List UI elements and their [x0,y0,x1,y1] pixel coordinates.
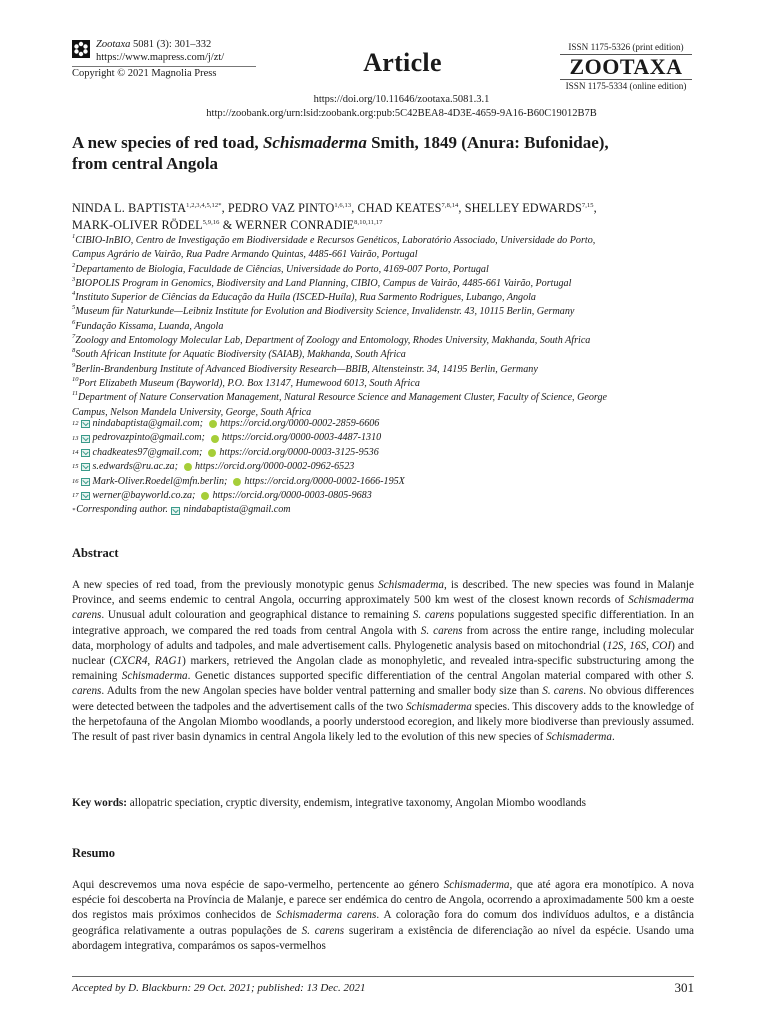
mail-icon [81,492,90,500]
affiliation: $^{10}$Port Elizabeth Museum (Bayworld), P.O. Box 13147, Humewood 6013, South Africa [72,375,420,389]
journal-issue: 5081 (3): 301–332 [133,39,212,50]
orcid-link[interactable]: https://orcid.org/0000-0003-3125-9536 [219,446,379,458]
italic-term: Schismaderma [405,700,472,713]
title-part: A new species of red toad, [72,133,263,152]
affiliation: Campus Agrário de Vairão, Rua Padre Armando Quintas, 4485-661 Vairão, Portugal [72,249,418,261]
author-list [72,200,702,234]
affiliation: $^1$CIBIO-InBIO, Centro de Investigação em Biodiversidade e Recursos Genéticos, Laboratório Associado, Universidade do Porto, [72,233,596,246]
orcid-link[interactable]: https://orcid.org/0000-0002-0962-6523 [194,461,355,473]
orcid-icon [211,435,219,443]
italic-term: S. carens [72,670,694,698]
mail-icon [171,507,180,515]
italic-term: 12S [606,639,624,652]
italic-term: S. carens [301,924,345,937]
orcid-icon [233,478,241,486]
orcid-icon [209,420,217,428]
divider [560,79,692,80]
affiliation: $^7$Zoology and Entomology Molecular Lab, Department of Zoology and Entomology, Rhodes University, Makhanda, South Africa [72,333,591,347]
author: CHAD KEATES$^{7,8,14}$, [357,201,465,215]
author-contacts [72,417,702,518]
title-genus: Schismaderma [262,133,367,152]
doi-line [0,93,767,107]
italic-term: COI [651,639,672,652]
contact-row: 16 Mark-Oliver.Roedel@mfn.berlin; https://orcid.org/0000-0002-1666-195X [72,475,702,489]
orcid-icon [184,463,192,471]
keywords-label: Key words: [72,797,127,809]
journal-name: Zootaxa [96,39,131,50]
italic-term: 16S [629,639,647,652]
author: SHELLEY EDWARDS$^{7,15}$, [464,201,597,215]
email-link[interactable]: s.edwards@ru.ac.za; [92,461,178,473]
zoobank-line [0,107,767,121]
author: WERNER CONRADIE$^{8,10,11,17}$ [235,218,383,232]
corresponding-author: * Corresponding author. nindabaptista@gmail.com [72,503,702,517]
affiliation: $^4$Instituto Superior de Ciências da Educação da Huíla (ISCED-Huíla), Rua Sarmento Rodrigues, Lubango, Angola [72,290,536,304]
keywords-text: allopatric speciation, cryptic diversity, endemism, integrative taxonomy, Angolan Miombo woodlands [127,797,587,809]
italic-term: S. carens [542,685,584,698]
italic-term: Schismaderma [378,579,444,591]
contact-row: 15 s.edwards@ru.ac.za; https://orcid.org/0000-0002-0962-6523 [72,460,702,474]
mail-icon [81,463,90,471]
abstract-heading: Abstract [72,546,119,560]
italic-term: Schismaderma [121,670,188,683]
orcid-icon [201,492,209,500]
email-link[interactable]: Mark-Oliver.Roedel@mfn.berlin; [92,475,228,487]
italic-term: S. carens [420,624,463,637]
abstract-body: A new species of red toad, from the previously monotypic genus Schismaderma, is described. The new species was found in Malanje Province, and seems endemic to central Angola, occurring approximately 500 km west of the closest known records of Schismaderma carens. Unusual adult colouration and geographical distance to remaining S. carens populations suggested specific differentiation. In an integrative approach, we compared the red toads from central Angola with S. carens from across the entire range, including molecular data, morphology of adults and tadpoles, and male advertisement calls. Phylogenetic analysis based on mitochondrial (12S, 16S, COI) and nuclear (CXCR4, RAG1) markers, retrieved the Angolan clade as monophyletic, and revealed intra-specific substructuring among the remaining Schismaderma. Genetic distances supported specific differentiation of the central Angolan material compared with other S. carens. Adults from the new Angolan species have bolder ventral patterning and smaller body size than S. carens. No obvious differences were detected between the tadpoles and the advertisement calls of the two Schismaderma species. This discovery adds to the knowledge of the herpetofauna of the Angolan Miombo woodlands, a poorly understood ecoregion, and likely more biodiverse than previously assumed. The result of past river basin dynamics in central Angola likely led to the evolution of this new species of Schismaderma. [72,579,695,744]
doi-link[interactable]: https://doi.org/10.11646/zootaxa.5081.3.1 [313,94,490,105]
affiliation: $^9$Berlin-Brandenburg Institute of Advanced Biodiversity Research—BBIB, Altensteinstr. 34, 14195 Berlin, Germany [72,361,538,375]
email-link[interactable]: pedrovazpinto@gmail.com; [92,432,205,444]
italic-term: CXCR4 [113,655,148,668]
italic-term: RAG1 [154,655,183,668]
affiliation: $^3$BIOPOLIS Program in Genomics, Biodiversity and Land Planning, CIBIO, Campus de Vairão, 4485-661 Vairão, Portugal [72,275,572,289]
italic-term: S. carens [412,609,455,622]
journal-url[interactable]: https://www.mapress.com/j/zt/ [96,52,225,63]
author: PEDRO VAZ PINTO$^{1,6,13}$, [227,201,358,215]
email-link[interactable]: chadkeates97@gmail.com; [92,446,203,458]
zootaxa-brand [560,42,692,92]
affiliation: $^5$Museum für Naturkunde—Leibniz Institute for Evolution and Biodiversity Science, Invalidenstr. 43, 10115 Berlin, Germany [72,304,575,318]
resumo-heading: Resumo [72,846,116,860]
page-number: 301 [674,980,694,995]
affiliation: $^2$Departamento de Biologia, Faculdade de Ciências, Universidade do Porto, 4169-007 Porto, Portugal [72,261,489,275]
orcid-link[interactable]: https://orcid.org/0000-0002-1666-195X [244,475,405,487]
italic-term: Schismaderma [443,879,510,891]
zoobank-link[interactable]: http://zoobank.org/urn:lsid:zoobank.org:pub:5C42BEA8-4D3E-4659-9A16-B60C19012B7B [206,108,597,119]
italic-term: Schismaderma carens [72,594,694,622]
issn-online: ISSN 1175-5334 (online edition) [565,81,687,91]
article-type-label: Article [363,48,442,77]
footer-divider [72,976,694,977]
title-part: Smith, 1849 (Anura: Bufonidae), [366,133,609,152]
affiliation: $^8$South African Institute for Aquatic Biodiversity (SAIAB), Makhanda, South Africa [72,347,406,361]
mail-icon [81,420,90,428]
title-line2: from central Angola [72,154,219,173]
contact-row: 14 chadkeates97@gmail.com; https://orcid.org/0000-0003-3125-9536 [72,446,702,460]
mail-icon [81,478,90,486]
keywords [72,796,702,811]
accepted-published: Accepted by D. Blackburn: 29 Oct. 2021; published: 13 Dec. 2021 [72,982,366,994]
resumo-body: Aqui descrevemos uma nova espécie de sapo-vermelho, pertencente ao género Schismaderma, que até agora era monotípico. A nova espécie foi descoberta na Província de Malanje, e parece ser endémica do centro de Angola, ocorrendo a aproximadamente 500 km a oeste dos registos mais próximos conhecidos de Schismaderma carens. A coloração fora do comum dos indivíduos adultos, e a distância geográfica relativamente a outras populações de S. carens sugeriram a existência de diferenciação ao nível da espécie. Usando uma abordagem integrativa, comparámos os sapos-vermelhos [72,879,695,952]
italic-term: Schismaderma carens [276,909,377,922]
copyright: Copyright © 2021 Magnolia Press [72,68,217,79]
affiliation: Campus, Nelson Mandela University, George, South Africa [72,406,312,418]
mail-icon [81,435,90,443]
orcid-link[interactable]: https://orcid.org/0000-0002-2859-6606 [220,418,380,429]
email-link[interactable]: nindabaptista@gmail.com; [92,418,203,429]
issn-print: ISSN 1175-5326 (print edition) [568,42,684,52]
affiliation: $^6$Fundação Kissama, Luanda, Angola [72,318,224,332]
author: MARK-OLIVER RÖDEL$^{5,9,16}$ & [72,218,236,232]
email-link[interactable]: nindabaptista@gmail.com [183,504,291,516]
italic-term: Schismaderma [546,731,612,744]
contact-row: 12 nindabaptista@gmail.com; https://orcid.org/0000-0002-2859-6606 [72,417,702,431]
corresponding-label: Corresponding author. [76,504,171,516]
mail-icon [81,449,90,457]
affiliations [72,234,702,420]
author: NINDA L. $BAPTISTA^{1,2,3,4,5,12*}$, [72,201,228,215]
orcid-link[interactable]: https://orcid.org/0000-0003-0805-9683 [212,490,372,502]
contact-row: 17 werner@bayworld.co.za; https://orcid.org/0000-0003-0805-9683 [72,489,702,503]
contact-row: 13 pedrovazpinto@gmail.com; https://orcid.org/0000-0003-4487-1310 [72,431,702,445]
affiliation: $^{11}$Department of Nature Conservation Management, Natural Resource Science and Management Cluster, Faculty of Science, George [72,390,607,404]
article-title [72,132,702,174]
orcid-link[interactable]: https://orcid.org/0000-0003-4487-1310 [221,432,382,444]
orcid-icon [208,449,216,457]
zootaxa-logo: ZOOTAXA [569,54,683,79]
email-link[interactable]: werner@bayworld.co.za; [92,490,196,502]
